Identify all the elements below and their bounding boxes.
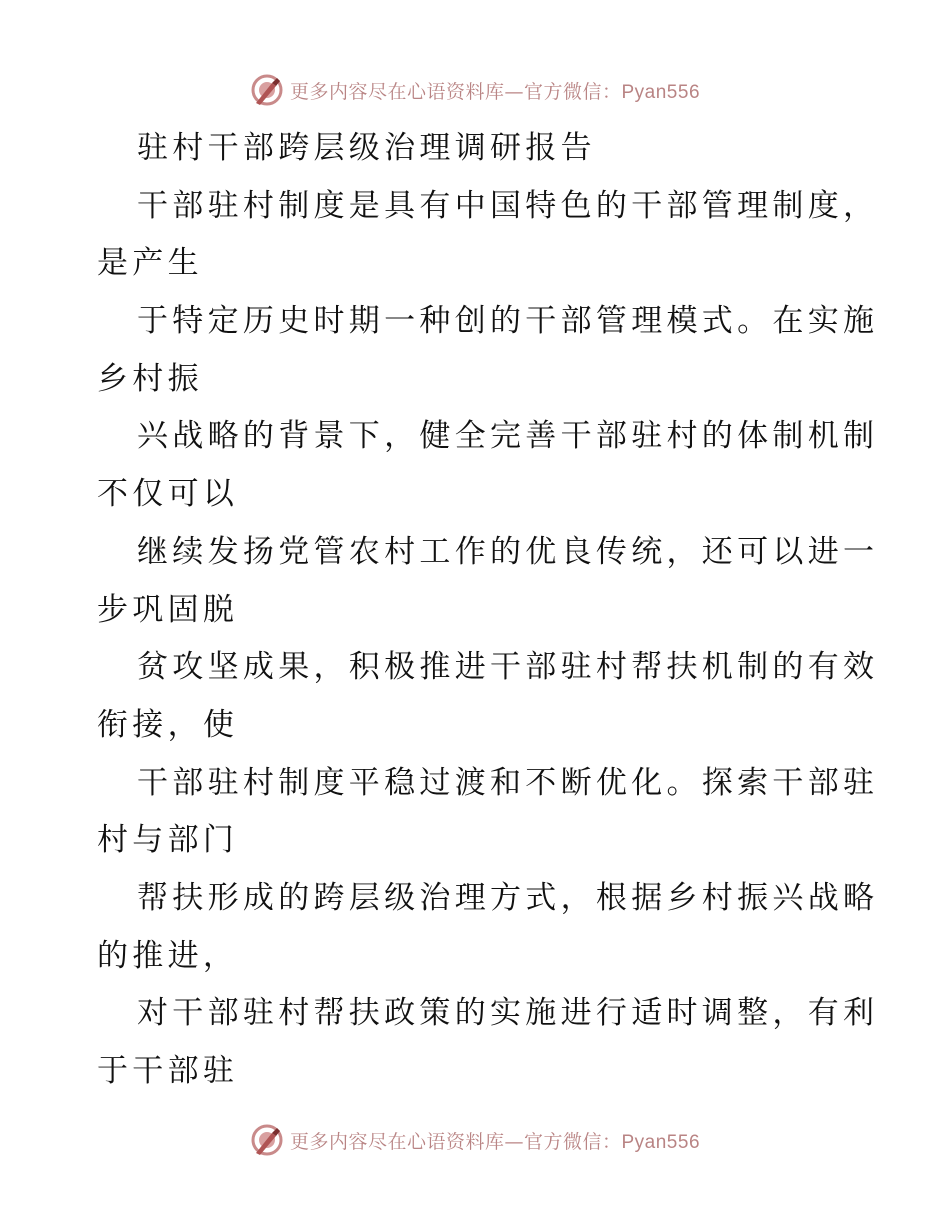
document-title: 驻村干部跨层级治理调研报告 [137,130,596,166]
watermark-wechat-id: Pyan556 [621,81,701,103]
text-line: 帮扶形成的跨层级治理方式，根据乡村振兴战略 [137,879,879,916]
text-line: 村与部门 [97,822,239,859]
watermark-wechat-id: Pyan556 [621,1131,701,1153]
watermark-brand: 更多内容尽在心语资料库 [289,80,505,103]
footer-watermark [0,1120,950,1160]
document-body [97,120,879,1101]
watermark-separator: — [504,80,524,103]
pen-logo-icon [250,1123,284,1157]
watermark-separator: — [504,1130,524,1153]
watermark-text [290,77,700,104]
text-line: 贫攻坚成果，积极推进干部驻村帮扶机制的有效 [137,649,879,686]
text-line: 于干部驻 [97,1053,239,1089]
text-line: 乡村振 [97,360,203,397]
text-line: 衔接，使 [97,706,239,743]
text-line: 继续发扬党管农村工作的优良传统，还可以进一 [137,533,879,570]
pen-logo-icon [250,73,284,107]
header-watermark [0,70,950,110]
text-line: 不仅可以 [97,476,239,513]
watermark-brand: 更多内容尽在心语资料库 [289,1130,505,1153]
watermark-wechat-label: 官方微信： [523,80,622,103]
text-line: 对干部驻村帮扶政策的实施进行适时调整，有利 [137,995,879,1032]
text-line: 干部驻村制度平稳过渡和不断优化。探索干部驻 [137,764,879,801]
text-line: 步巩固脱 [97,591,239,628]
watermark-text [290,1127,700,1154]
watermark-wechat-label: 官方微信： [523,1130,622,1153]
text-line: 兴战略的背景下，健全完善干部驻村的体制机制 [137,418,879,455]
text-line: 是产生 [97,245,203,282]
text-line: 的推进， [97,937,239,974]
text-line: 于特定历史时期一种创的干部管理模式。在实施 [137,303,879,340]
text-line: 干部驻村制度是具有中国特色的干部管理制度， [137,187,879,224]
